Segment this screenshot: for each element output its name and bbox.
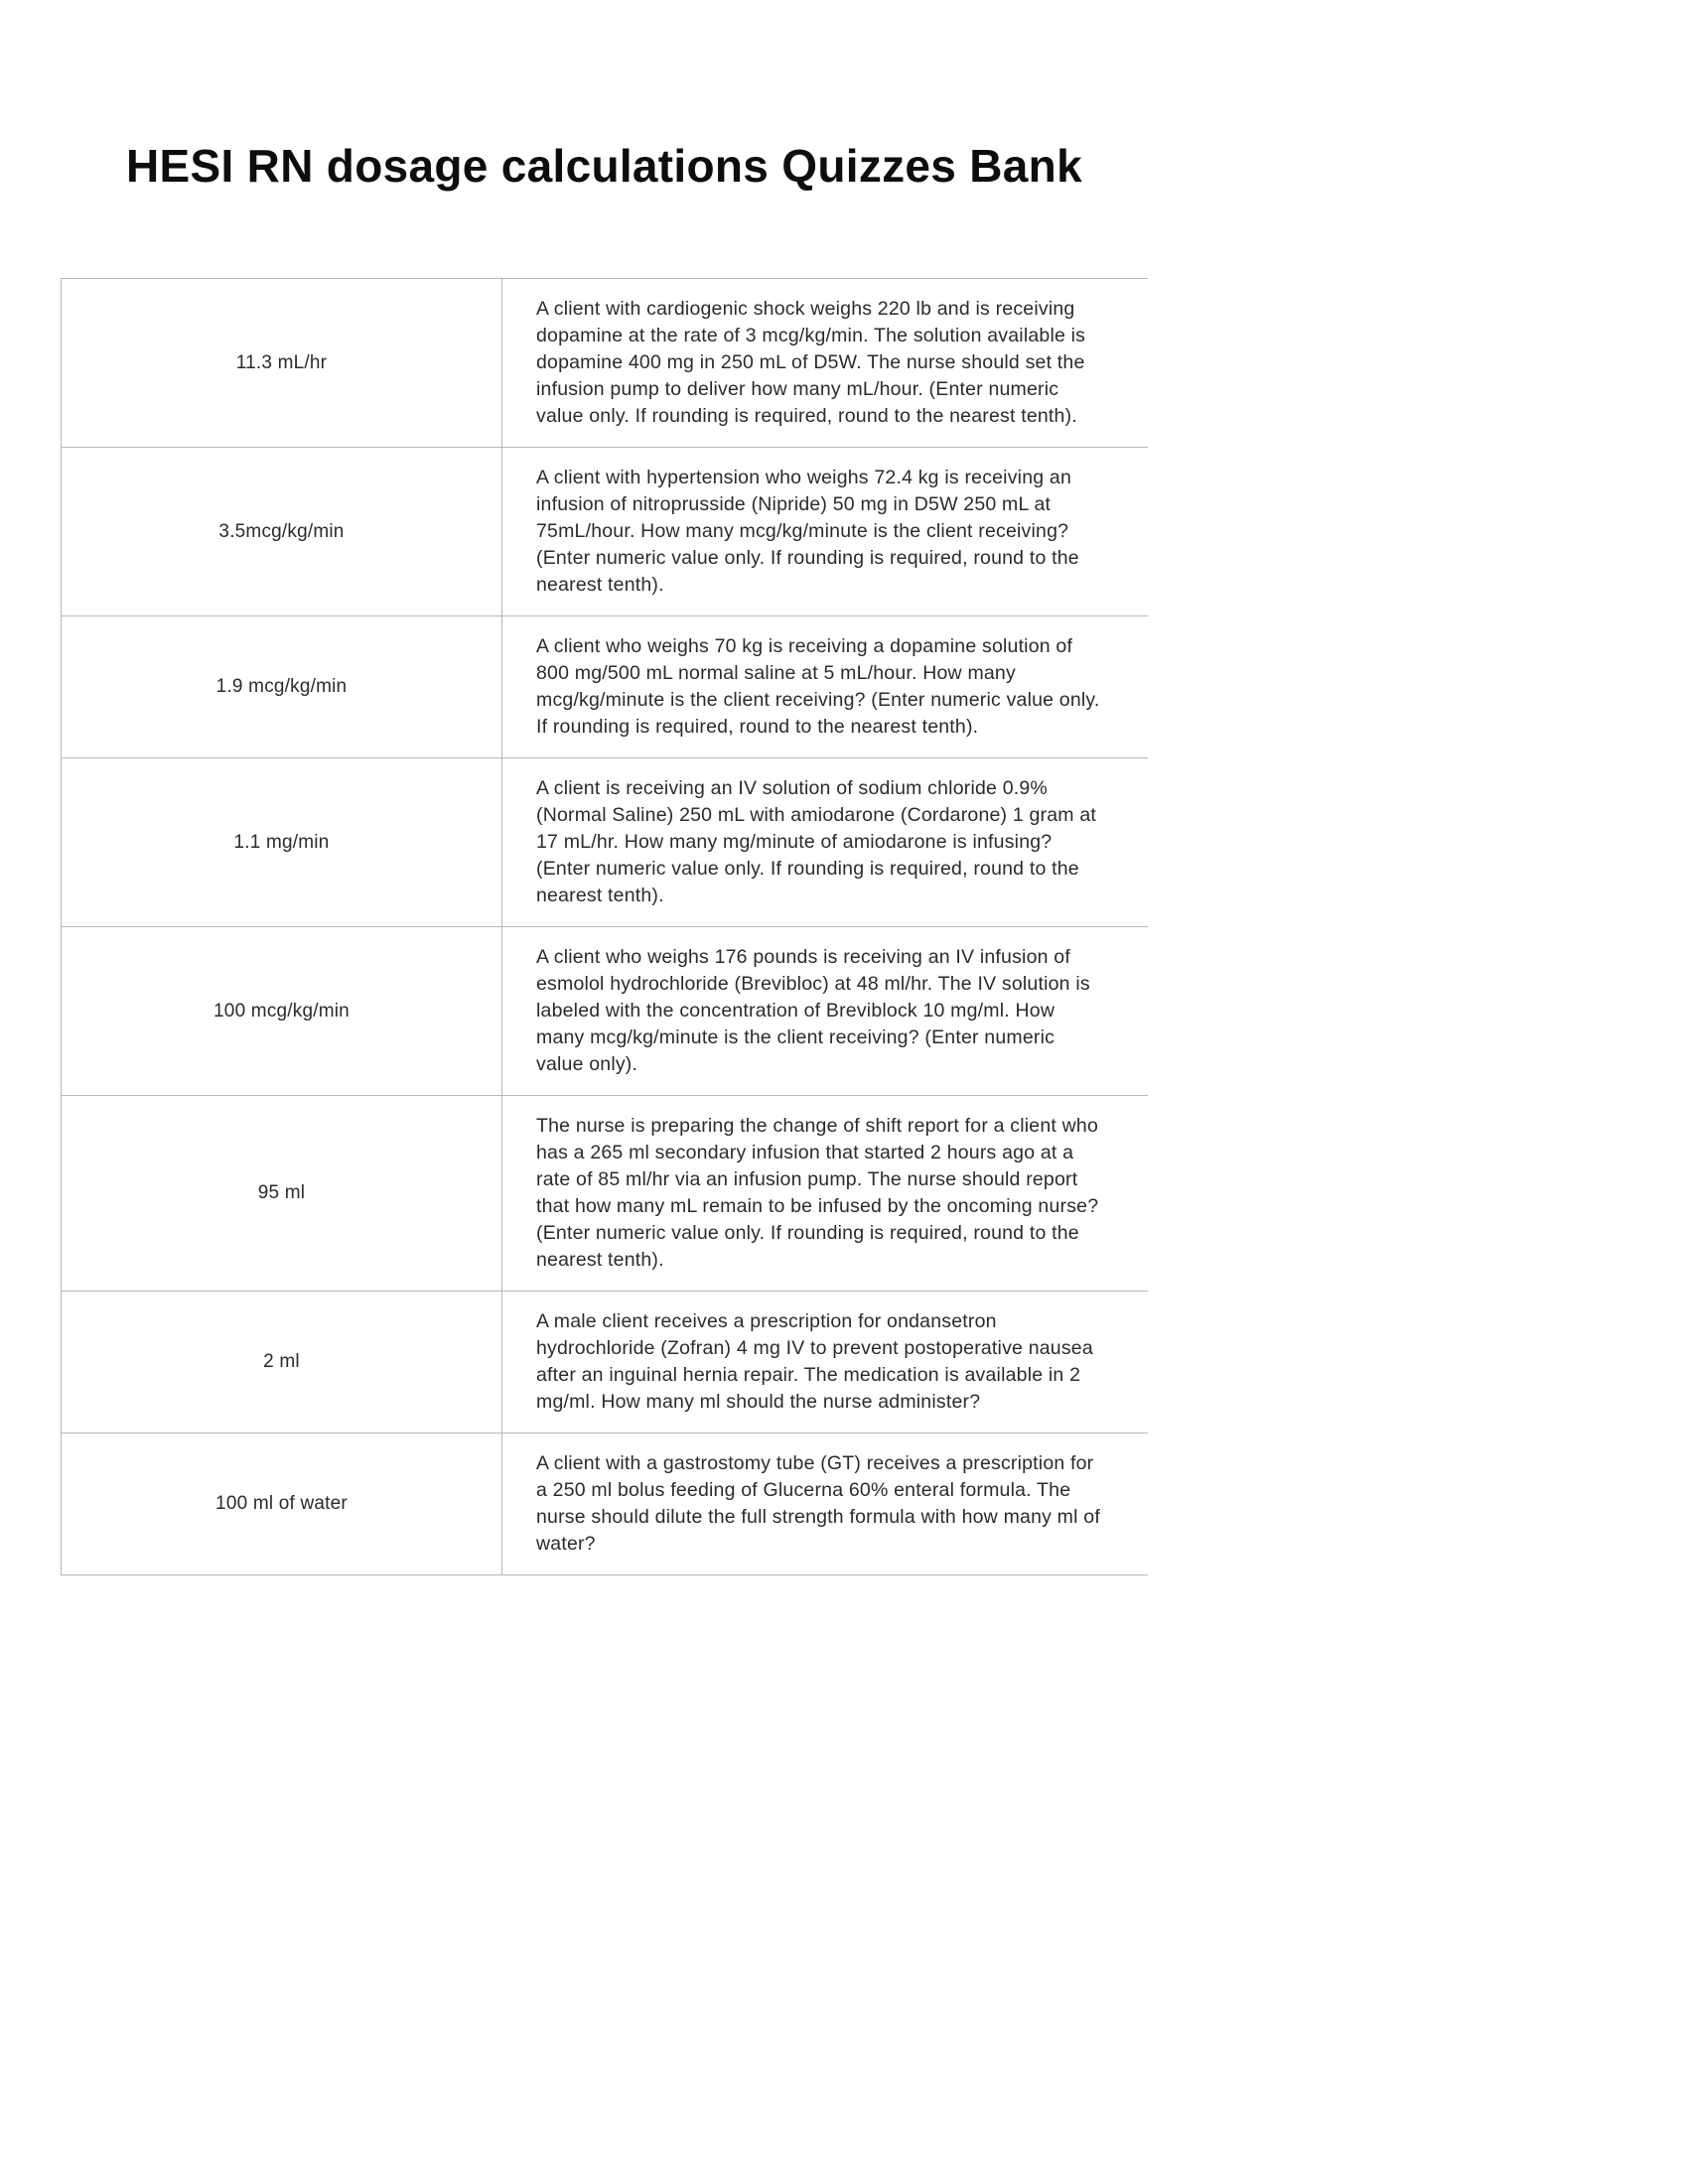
table-row (62, 758, 1149, 927)
answer-cell: 100 ml of water (62, 1433, 502, 1575)
question-cell: A client with a gastrostomy tube (GT) receives a prescription for a 250 ml bolus feeding of Glucerna 60% enteral formula. The nurse should dilute the full strength formula with how many ml of water? (502, 1433, 1149, 1575)
table-row (62, 927, 1149, 1096)
question-cell: The nurse is preparing the change of shift report for a client who has a 265 ml secondary infusion that started 2 hours ago at a rate of 85 ml/hr via an infusion pump. The nurse should report that how many mL remain to be infused by the oncoming nurse? (Enter numeric value only. If rounding is required, round to the nearest tenth). (502, 1096, 1149, 1292)
table-row (62, 279, 1149, 448)
answer-cell: 1.1 mg/min (62, 758, 502, 927)
question-cell: A male client receives a prescription for ondansetron hydrochloride (Zofran) 4 mg IV to prevent postoperative nausea after an inguinal hernia repair. The medication is available in 2 mg/ml. How many ml should the nurse administer? (502, 1292, 1149, 1433)
answer-cell: 2 ml (62, 1292, 502, 1433)
table-row (62, 1433, 1149, 1575)
document-page (61, 0, 1148, 1575)
table-row (62, 1292, 1149, 1433)
answer-cell: 1.9 mcg/kg/min (62, 616, 502, 758)
answer-cell: 100 mcg/kg/min (62, 927, 502, 1096)
answer-cell: 3.5mcg/kg/min (62, 448, 502, 616)
question-cell: A client who weighs 70 kg is receiving a dopamine solution of 800 mg/500 mL normal saline at 5 mL/hour. How many mcg/kg/minute is the client receiving? (Enter numeric value only. If rounding is required, round to the nearest tenth). (502, 616, 1149, 758)
table-row (62, 616, 1149, 758)
answer-cell: 11.3 mL/hr (62, 279, 502, 448)
quiz-answers-table (61, 278, 1148, 1575)
answer-cell: 95 ml (62, 1096, 502, 1292)
question-cell: A client who weighs 176 pounds is receiving an IV infusion of esmolol hydrochloride (Brevibloc) at 48 ml/hr. The IV solution is labeled with the concentration of Breviblock 10 mg/ml. How many mcg/kg/minute is the client receiving? (Enter numeric value only). (502, 927, 1149, 1096)
table-row (62, 448, 1149, 616)
table-row (62, 1096, 1149, 1292)
question-cell: A client with cardiogenic shock weighs 220 lb and is receiving dopamine at the rate of 3 mcg/kg/min. The solution available is dopamine 400 mg in 250 mL of D5W. The nurse should set the infusion pump to deliver how many mL/hour. (Enter numeric value only. If rounding is required, round to the nearest tenth). (502, 279, 1149, 448)
page-title: HESI RN dosage calculations Quizzes Bank (126, 140, 1082, 192)
question-cell: A client with hypertension who weighs 72.4 kg is receiving an infusion of nitroprusside (Nipride) 50 mg in D5W 250 mL at 75mL/hour. How many mcg/kg/minute is the client receiving? (Enter numeric value only. If rounding is required, round to the nearest tenth). (502, 448, 1149, 616)
question-cell: A client is receiving an IV solution of sodium chloride 0.9% (Normal Saline) 250 mL with amiodarone (Cordarone) 1 gram at 17 mL/hr. How many mg/minute of amiodarone is infusing? (Enter numeric value only. If rounding is required, round to the nearest tenth). (502, 758, 1149, 927)
